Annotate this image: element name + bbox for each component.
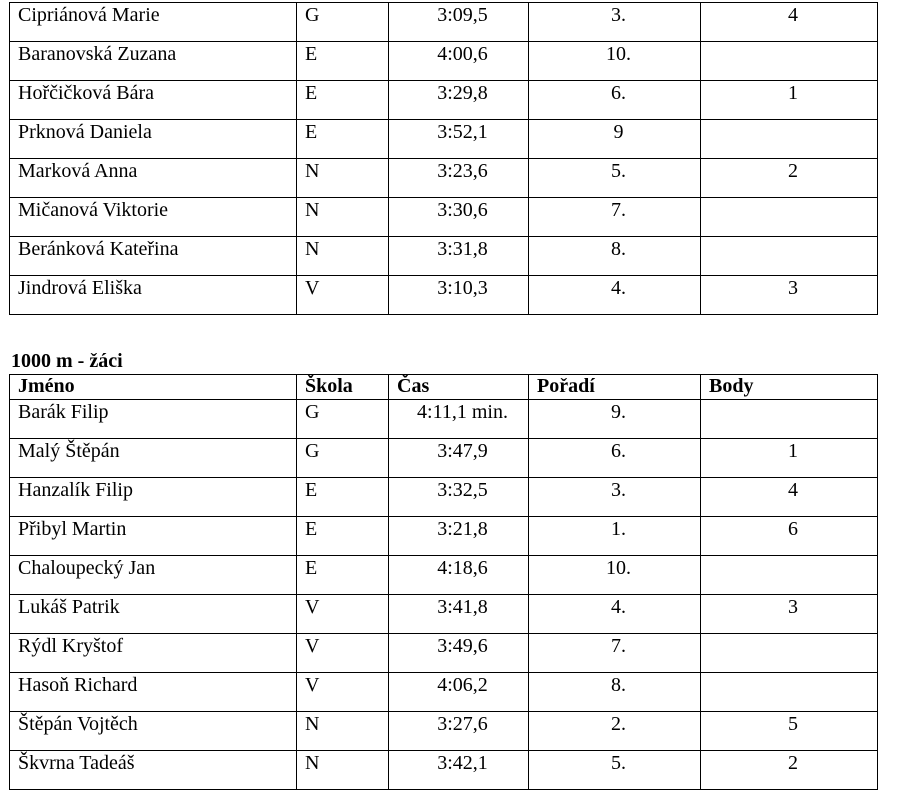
cell-rank <box>529 673 701 712</box>
table-row <box>10 673 878 712</box>
cell-name <box>10 198 297 237</box>
cell-points <box>701 673 878 712</box>
cell-time-text: 3:27,6 <box>437 713 488 735</box>
cell-time <box>389 198 529 237</box>
cell-time <box>389 634 529 673</box>
cell-school-text: N <box>305 238 320 260</box>
cell-name <box>10 120 297 159</box>
cell-points <box>701 81 878 120</box>
table-row <box>10 517 878 556</box>
cell-name-text: Baranovská Zuzana <box>18 43 177 65</box>
cell-school-text: E <box>305 518 318 540</box>
cell-name-text: Beránková Kateřina <box>18 238 179 260</box>
cell-rank-text: 9. <box>611 401 626 423</box>
cell-time-text: 4:11,1 min. <box>417 401 508 423</box>
cell-rank-text: 3. <box>611 479 626 501</box>
cell-points <box>701 439 878 478</box>
cell-school <box>297 673 389 712</box>
table-row <box>10 595 878 634</box>
cell-name <box>10 673 297 712</box>
cell-time-text: 3:42,1 <box>437 752 488 774</box>
cell-rank-text: 2. <box>611 713 626 735</box>
cell-time-text: 4:18,6 <box>437 557 488 579</box>
cell-time <box>389 439 529 478</box>
cell-time <box>389 517 529 556</box>
cell-points-text: 2 <box>788 752 798 774</box>
cell-points <box>701 198 878 237</box>
cell-rank-text: 5. <box>611 752 626 774</box>
cell-school <box>297 439 389 478</box>
cell-points <box>701 159 878 198</box>
cell-rank <box>529 751 701 790</box>
cell-rank <box>529 439 701 478</box>
cell-time-text: 3:32,5 <box>437 479 488 501</box>
cell-rank <box>529 517 701 556</box>
cell-points <box>701 751 878 790</box>
header-time: Čas <box>389 375 529 400</box>
cell-points <box>701 634 878 673</box>
table-row <box>10 237 878 276</box>
cell-name <box>10 276 297 315</box>
cell-school-text: V <box>305 674 320 696</box>
cell-rank <box>529 42 701 81</box>
cell-school-text: E <box>305 557 318 579</box>
table-row <box>10 751 878 790</box>
cell-name-text: Hanzalík Filip <box>18 479 133 501</box>
cell-points <box>701 237 878 276</box>
cell-name <box>10 595 297 634</box>
cell-school <box>297 237 389 276</box>
cell-name-text: Prknová Daniela <box>18 121 152 143</box>
cell-name-text: Přibyl Martin <box>18 518 127 540</box>
cell-school <box>297 400 389 439</box>
cell-time <box>389 3 529 42</box>
cell-school <box>297 198 389 237</box>
cell-time-text: 3:29,8 <box>437 82 488 104</box>
table-row <box>10 42 878 81</box>
header-rank: Pořadí <box>529 375 701 400</box>
cell-time-text: 4:06,2 <box>437 674 488 696</box>
cell-time-text: 3:47,9 <box>437 440 488 462</box>
cell-time <box>389 751 529 790</box>
cell-time-text: 3:49,6 <box>437 635 488 657</box>
cell-school-text: N <box>305 160 320 182</box>
cell-time <box>389 42 529 81</box>
cell-rank-text: 1. <box>611 518 626 540</box>
cell-school-text: N <box>305 713 320 735</box>
cell-time <box>389 556 529 595</box>
header-points: Body <box>701 375 878 400</box>
cell-school-text: V <box>305 277 320 299</box>
cell-name-text: Hasoň Richard <box>18 674 138 696</box>
cell-time <box>389 276 529 315</box>
cell-name-text: Rýdl Kryštof <box>18 635 123 657</box>
cell-rank <box>529 120 701 159</box>
cell-rank-text: 10. <box>606 43 631 65</box>
cell-rank <box>529 198 701 237</box>
cell-school-text: E <box>305 479 318 501</box>
cell-school <box>297 517 389 556</box>
cell-time <box>389 120 529 159</box>
cell-rank-text: 8. <box>611 238 626 260</box>
cell-time <box>389 400 529 439</box>
cell-name <box>10 81 297 120</box>
cell-points-text: 1 <box>788 440 798 462</box>
cell-time-text: 4:00,6 <box>437 43 488 65</box>
cell-name-text: Jindrová Eliška <box>18 277 142 299</box>
cell-rank <box>529 81 701 120</box>
cell-rank-text: 5. <box>611 160 626 182</box>
cell-time-text: 3:31,8 <box>437 238 488 260</box>
cell-points-text: 2 <box>788 160 798 182</box>
cell-points <box>701 400 878 439</box>
cell-name <box>10 712 297 751</box>
cell-time <box>389 81 529 120</box>
cell-name <box>10 237 297 276</box>
cell-points-text: 6 <box>788 518 798 540</box>
cell-rank-text: 4. <box>611 596 626 618</box>
cell-rank-text: 6. <box>611 440 626 462</box>
cell-points <box>701 42 878 81</box>
cell-name <box>10 159 297 198</box>
cell-rank <box>529 634 701 673</box>
table-row <box>10 120 878 159</box>
cell-school-text: N <box>305 199 320 221</box>
cell-points <box>701 120 878 159</box>
cell-name <box>10 439 297 478</box>
cell-school-text: G <box>305 4 320 26</box>
cell-rank-text: 7. <box>611 199 626 221</box>
cell-school-text: E <box>305 82 318 104</box>
cell-school <box>297 42 389 81</box>
cell-name-text: Marková Anna <box>18 160 138 182</box>
boys-results-table <box>9 374 878 790</box>
table-row <box>10 3 878 42</box>
cell-time-text: 3:10,3 <box>437 277 488 299</box>
cell-points-text: 4 <box>788 479 798 501</box>
cell-points <box>701 3 878 42</box>
cell-name <box>10 42 297 81</box>
cell-rank-text: 8. <box>611 674 626 696</box>
cell-name <box>10 3 297 42</box>
cell-rank <box>529 556 701 595</box>
cell-name-text: Lukáš Patrik <box>18 596 120 618</box>
cell-school <box>297 3 389 42</box>
cell-school-text: V <box>305 635 320 657</box>
cell-rank-text: 3. <box>611 4 626 26</box>
cell-rank-text: 4. <box>611 277 626 299</box>
cell-rank-text: 7. <box>611 635 626 657</box>
cell-name-text: Barák Filip <box>18 401 109 423</box>
table-row <box>10 556 878 595</box>
table-row <box>10 712 878 751</box>
cell-name-text: Malý Štěpán <box>18 440 120 462</box>
table-row <box>10 159 878 198</box>
cell-school <box>297 751 389 790</box>
table-row <box>10 400 878 439</box>
header-name: Jméno <box>10 375 297 400</box>
cell-name-text: Chaloupecký Jan <box>18 557 156 579</box>
table-row <box>10 478 878 517</box>
cell-time-text: 3:09,5 <box>437 4 488 26</box>
cell-points <box>701 712 878 751</box>
cell-rank <box>529 276 701 315</box>
cell-school <box>297 120 389 159</box>
girls-table-body <box>10 3 878 315</box>
cell-school-text: N <box>305 752 320 774</box>
section-heading: 1000 m - žáci <box>11 350 123 372</box>
cell-rank-text: 6. <box>611 82 626 104</box>
cell-points-text: 3 <box>788 596 798 618</box>
cell-rank <box>529 237 701 276</box>
cell-name <box>10 517 297 556</box>
girls-results-table <box>9 2 878 315</box>
cell-time <box>389 478 529 517</box>
cell-school <box>297 276 389 315</box>
cell-name-text: Hořčičková Bára <box>18 82 155 104</box>
cell-school <box>297 595 389 634</box>
cell-name-text: Škvrna Tadeáš <box>18 752 135 774</box>
cell-time-text: 3:30,6 <box>437 199 488 221</box>
table-header-row <box>10 375 878 400</box>
cell-rank <box>529 3 701 42</box>
cell-points <box>701 276 878 315</box>
cell-time-text: 3:41,8 <box>437 596 488 618</box>
cell-points-text: 1 <box>788 82 798 104</box>
cell-points <box>701 517 878 556</box>
cell-rank <box>529 712 701 751</box>
cell-time-text: 3:52,1 <box>437 121 488 143</box>
cell-time-text: 3:23,6 <box>437 160 488 182</box>
cell-rank-text: 10. <box>606 557 631 579</box>
cell-name <box>10 751 297 790</box>
boys-table-body <box>10 400 878 790</box>
cell-time <box>389 159 529 198</box>
cell-points-text: 5 <box>788 713 798 735</box>
cell-name-text: Cipriánová Marie <box>18 4 160 26</box>
table-row <box>10 439 878 478</box>
cell-points-text: 4 <box>788 4 798 26</box>
cell-time-text: 3:21,8 <box>437 518 488 540</box>
cell-points <box>701 478 878 517</box>
cell-school-text: E <box>305 43 318 65</box>
cell-school <box>297 712 389 751</box>
cell-time <box>389 595 529 634</box>
cell-school <box>297 478 389 517</box>
cell-school-text: G <box>305 401 320 423</box>
cell-points-text: 3 <box>788 277 798 299</box>
cell-name <box>10 556 297 595</box>
cell-school <box>297 634 389 673</box>
cell-school-text: G <box>305 440 320 462</box>
cell-school <box>297 159 389 198</box>
header-school: Škola <box>297 375 389 400</box>
cell-rank <box>529 400 701 439</box>
cell-time <box>389 237 529 276</box>
cell-name <box>10 634 297 673</box>
cell-rank-text: 9 <box>613 121 624 143</box>
table-row <box>10 634 878 673</box>
cell-name-text: Mičanová Viktorie <box>18 199 169 221</box>
cell-time <box>389 712 529 751</box>
cell-points <box>701 556 878 595</box>
cell-name <box>10 478 297 517</box>
cell-school-text: V <box>305 596 320 618</box>
cell-time <box>389 673 529 712</box>
table-row <box>10 276 878 315</box>
cell-points <box>701 595 878 634</box>
cell-rank <box>529 159 701 198</box>
cell-rank <box>529 478 701 517</box>
table-row <box>10 198 878 237</box>
cell-name <box>10 400 297 439</box>
cell-name-text: Štěpán Vojtěch <box>18 713 138 735</box>
cell-school-text: E <box>305 121 318 143</box>
cell-rank <box>529 595 701 634</box>
cell-school <box>297 81 389 120</box>
table-row <box>10 81 878 120</box>
cell-school <box>297 556 389 595</box>
